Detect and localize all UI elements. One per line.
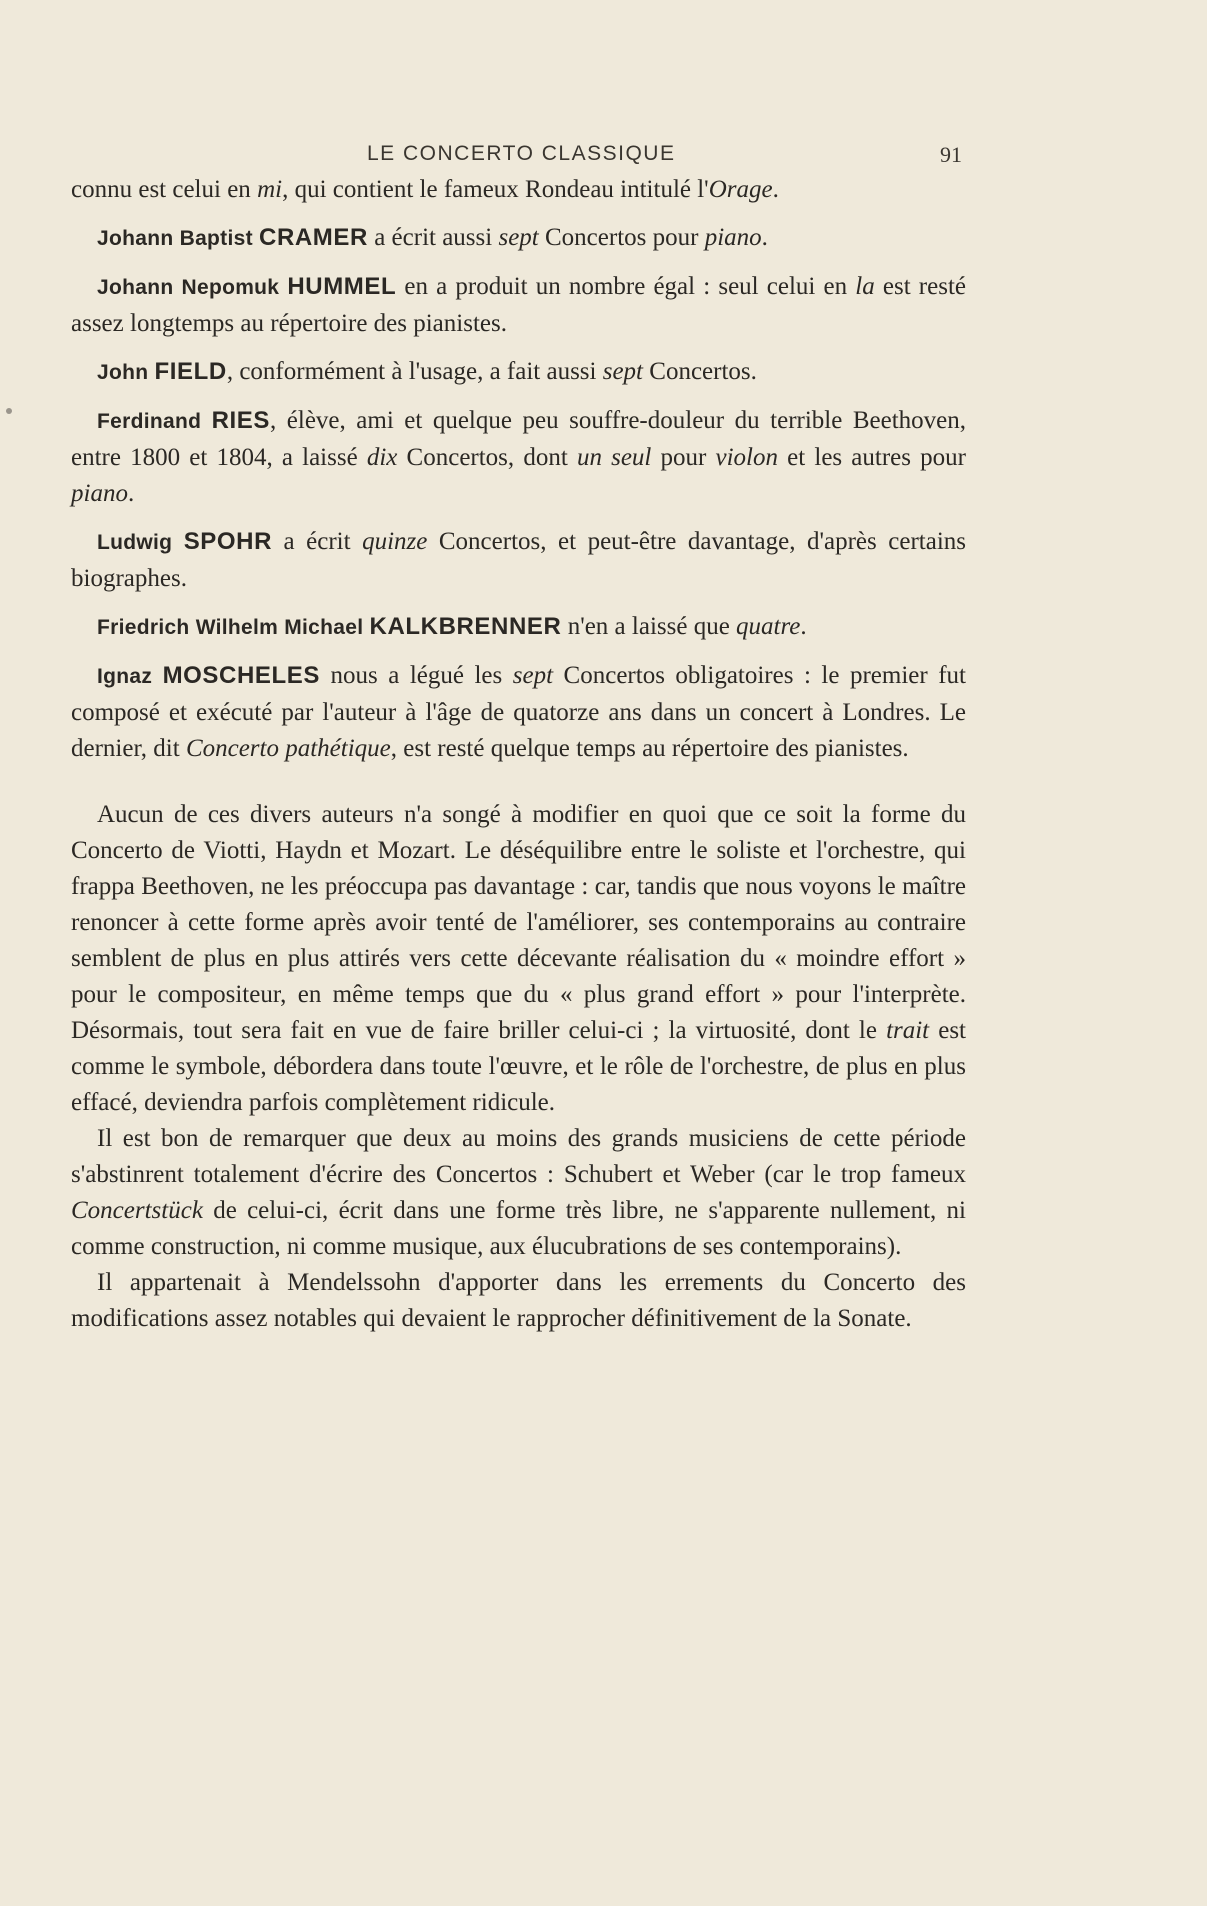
paragraph-continuation: connu est celui en mi, qui contient le fameux Rondeau intitulé l'Orage. [71, 176, 779, 203]
entry-spohr: Ludwig SPOHR a écrit quinze Concertos, et peut-être davantage, d'après certains biographes. [71, 528, 966, 592]
composer-name: Ferdinand RIES [97, 407, 271, 434]
page [71, 138, 966, 1337]
composer-name: Ignaz MOSCHELES [97, 662, 320, 689]
entry-field: John FIELD, conformément à l'usage, a fait aussi sept Concertos. [97, 358, 757, 385]
composer-name: Ludwig SPOHR [97, 528, 273, 555]
composer-name: John FIELD [97, 358, 227, 385]
running-title: LE CONCERTO CLASSIQUE [367, 142, 676, 165]
composer-name: Johann Nepomuk HUMMEL [97, 273, 397, 300]
page-number: 91 [940, 142, 962, 167]
paragraph-mendelssohn: Il appartenait à Mendelssohn d'apporter dans les errements du Concerto des modifications assez notables qui devaient le rapprocher définitivement de la Sonate. [71, 1269, 966, 1332]
entry-ries: Ferdinand RIES, élève, ami et quelque peu souffre-douleur du terrible Beethoven, entre 1800 et 1804, a laissé dix Concertos, dont un seul pour violon et les autres pour piano. [71, 407, 966, 507]
entry-hummel: Johann Nepomuk HUMMEL en a produit un nombre égal : seul celui en la est resté assez longtemps au répertoire des pianistes. [71, 273, 966, 337]
composer-name: Johann Baptist CRAMER [97, 224, 368, 251]
entry-cramer: Johann Baptist CRAMER a écrit aussi sept Concertos pour piano. [97, 224, 768, 251]
margin-mark [6, 408, 12, 414]
page-header [71, 138, 966, 172]
entry-moscheles: Ignaz MOSCHELES nous a légué les sept Concertos obligatoires : le premier fut composé et exécuté par l'auteur à l'âge de quatorze ans dans un concert à Londres. Le dernier, dit Concerto pathétique, est resté quelque temps au répertoire des pianistes. [71, 662, 966, 762]
entry-kalkbrenner: Friedrich Wilhelm Michael KALKBRENNER n'en a laissé que quatre. [97, 613, 807, 640]
section-gap [71, 767, 966, 797]
paragraph-schubert-weber: Il est bon de remarquer que deux au moins des grands musiciens de cette période s'abstinrent totalement d'écrire des Concertos : Schubert et Weber (car le trop fameux Concertstück de celui-ci, écrit dans une forme très libre, ne s'apparente nullement, ni comme construction, ni comme musique, aux élucubrations de ses contemporains). [71, 1125, 966, 1260]
paragraph-summary: Aucun de ces divers auteurs n'a songé à modifier en quoi que ce soit la forme du Concerto de Viotti, Haydn et Mozart. Le déséquilibre entre le soliste et l'orchestre, qui frappa Beethoven, ne les préoccupa pas davantage : car, tandis que nous voyons le maître renoncer à cette forme après avoir tenté de l'améliorer, ses contemporains au contraire semblent de plus en plus attirés vers cette décevante réalisation du « moindre effort » pour le compositeur, en même temps que du « plus grand effort » pour l'interprète. Désormais, tout sera fait en vue de faire briller celui-ci ; la virtuosité, dont le trait est comme le symbole, débordera dans toute l'œuvre, et le rôle de l'orchestre, de plus en plus effacé, deviendra parfois complètement ridicule. [71, 801, 966, 1116]
composer-name: Friedrich Wilhelm Michael KALKBRENNER [97, 613, 562, 640]
